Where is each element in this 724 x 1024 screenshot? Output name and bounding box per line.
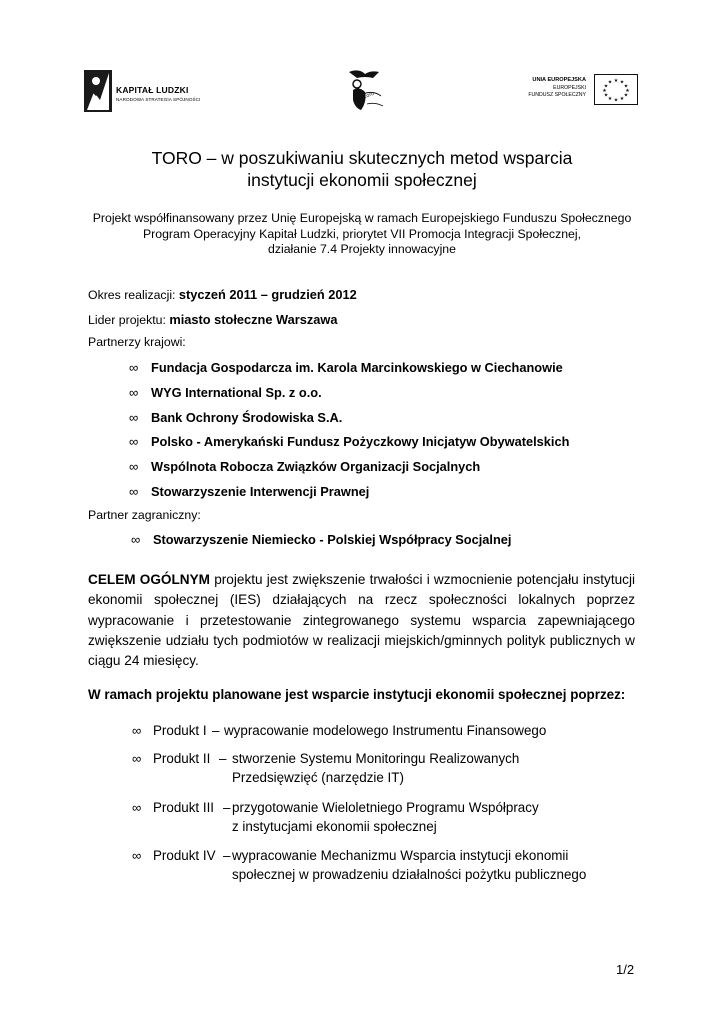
partner-name: Polsko - Amerykański Fundusz Pożyczkowy Inicjatyw Obywatelskich <box>151 434 570 449</box>
kapital-ludzki-emblem-icon <box>84 70 112 112</box>
svg-text:★: ★ <box>602 88 607 94</box>
project-leader-value: miasto stołeczne Warszawa <box>169 312 338 327</box>
eu-line1: UNIA EUROPEJSKA <box>532 77 586 83</box>
product-dash: – <box>223 800 231 815</box>
document-title <box>0 147 724 191</box>
intro-line-2: Program Operacyjny Kapitał Ludzki, priorytet VII Promocja Integracji Społecznej, <box>142 226 582 241</box>
product-name: Produkt IV <box>153 848 216 863</box>
general-goal-paragraph <box>88 570 635 671</box>
intro-line-1: Projekt współfinansowany przez Unię Europejską w ramach Europejskiego Funduszu Społecznego <box>92 211 632 225</box>
partner-item <box>129 459 480 474</box>
product-dash: – <box>212 723 220 738</box>
partner-name: Wspólnota Robocza Związków Organizacji Socjalnych <box>151 459 481 474</box>
infinity-bullet-icon: ∞ <box>132 751 142 766</box>
project-logo-icon <box>343 68 387 114</box>
product-description-line-1: wypracowanie modelowego Instrumentu Finansowego <box>224 723 547 738</box>
infinity-bullet-icon: ∞ <box>132 848 142 863</box>
svg-text:★: ★ <box>623 83 629 90</box>
svg-text:★: ★ <box>623 92 629 99</box>
title-line-1: TORO – w poszukiwaniu skutecznych metod wsparcia <box>151 148 573 168</box>
partner-item <box>129 385 322 400</box>
svg-text:★: ★ <box>619 79 625 86</box>
partner-item <box>129 360 563 375</box>
partner-item <box>129 484 369 499</box>
realization-period-value: styczeń 2011 – grudzień 2012 <box>178 287 357 302</box>
funding-statement <box>0 211 724 258</box>
domestic-partners-label: Partnerzy krajowi: <box>88 335 186 349</box>
infinity-bullet-icon: ∞ <box>129 410 139 425</box>
product-dash: – <box>219 751 227 766</box>
partner-name: Bank Ochrony Środowiska S.A. <box>151 410 343 425</box>
svg-text:★: ★ <box>613 78 619 84</box>
eu-line3: FUNDUSZ SPOŁECZNY <box>528 92 586 98</box>
partner-name: Stowarzyszenie Interwencji Prawnej <box>151 484 370 499</box>
project-leader <box>88 312 337 327</box>
eu-logo <box>518 72 638 110</box>
product-description-line-1: wypracowanie Mechanizmu Wsparcia instytucji ekonomii <box>232 848 569 863</box>
infinity-bullet-icon: ∞ <box>129 484 139 499</box>
kapital-ludzki-logo <box>84 70 214 112</box>
eu-flag-icon <box>594 74 638 105</box>
product-name: Produkt II <box>153 751 211 766</box>
realization-period <box>88 287 357 302</box>
eu-line2: EUROPEJSKI <box>553 85 586 91</box>
project-leader-label: Lider projektu: <box>88 313 166 327</box>
infinity-bullet-icon: ∞ <box>132 723 142 738</box>
intro-line-3: działanie 7.4 Projekty innowacyjne <box>268 242 456 256</box>
product-name: Produkt I <box>153 723 207 738</box>
infinity-bullet-icon: ∞ <box>131 532 141 547</box>
general-goal-text: projektu jest zwiększenie trwałości i wzmocnienie potencjału instytucji ekonomii społecznej (IES) działających na rzecz społeczności lokalnych poprzez wypracowanie i przetestowanie zintegrowanego systemu wsparcia zapewniającego zwiększenie udziału tych podmiotów w realizacji miejskich/gminnych polityk publicznych w ciągu 24 miesięcy. <box>88 572 635 669</box>
product-name: Produkt III <box>153 800 215 815</box>
title-line-2: instytucji ekonomii społecznej <box>247 170 477 190</box>
product-description-line-1: przygotowanie Wieloletniego Programu Współpracy <box>232 800 539 815</box>
support-heading: W ramach projektu planowane jest wsparcie instytucji ekonomii społecznej poprzez: <box>88 687 626 702</box>
partner-item <box>129 410 342 425</box>
svg-text:★: ★ <box>619 96 625 102</box>
svg-text:★: ★ <box>603 83 609 90</box>
svg-text:★: ★ <box>603 92 609 99</box>
general-goal-lead: CELEM OGÓLNYM <box>88 572 211 587</box>
infinity-bullet-icon: ∞ <box>129 434 139 449</box>
product-description-line-2: Przedsięwzięć (narzędzie IT) <box>232 770 404 785</box>
product-dash: – <box>223 848 231 863</box>
svg-text:★: ★ <box>613 97 619 104</box>
kapital-ludzki-subtitle: NARODOWA STRATEGIA SPÓJNOŚCI <box>116 97 201 102</box>
svg-text:★: ★ <box>607 96 613 102</box>
partner-name: Fundacja Gospodarcza im. Karola Marcinkowskiego w Ciechanowie <box>151 360 563 375</box>
partner-name: WYG International Sp. z o.o. <box>151 385 322 400</box>
logo-bar <box>0 68 724 114</box>
partner-item <box>129 434 569 449</box>
foreign-partner-name: Stowarzyszenie Niemiecko - Polskiej Współpracy Socjalnej <box>153 532 512 547</box>
realization-period-label: Okres realizacji: <box>88 288 176 302</box>
page-number: 1/2 <box>616 962 635 977</box>
kapital-ludzki-name: KAPITAŁ LUDZKI <box>116 85 189 95</box>
infinity-bullet-icon: ∞ <box>129 360 139 375</box>
foreign-partner-label: Partner zagraniczny: <box>88 508 201 522</box>
product-description-line-2: z instytucjami ekonomii społecznej <box>232 819 437 834</box>
infinity-bullet-icon: ∞ <box>129 385 139 400</box>
infinity-bullet-icon: ∞ <box>129 459 139 474</box>
foreign-partner-item <box>131 532 511 547</box>
svg-text:★: ★ <box>607 79 613 86</box>
svg-text:★: ★ <box>625 88 630 94</box>
infinity-bullet-icon: ∞ <box>132 800 142 815</box>
product-description-line-2: społecznej w prowadzeniu działalności pożytku publicznego <box>232 867 587 882</box>
product-description-line-1: stworzenie Systemu Monitoringu Realizowanych <box>232 751 520 766</box>
svg-text:toro: toro <box>363 90 376 100</box>
